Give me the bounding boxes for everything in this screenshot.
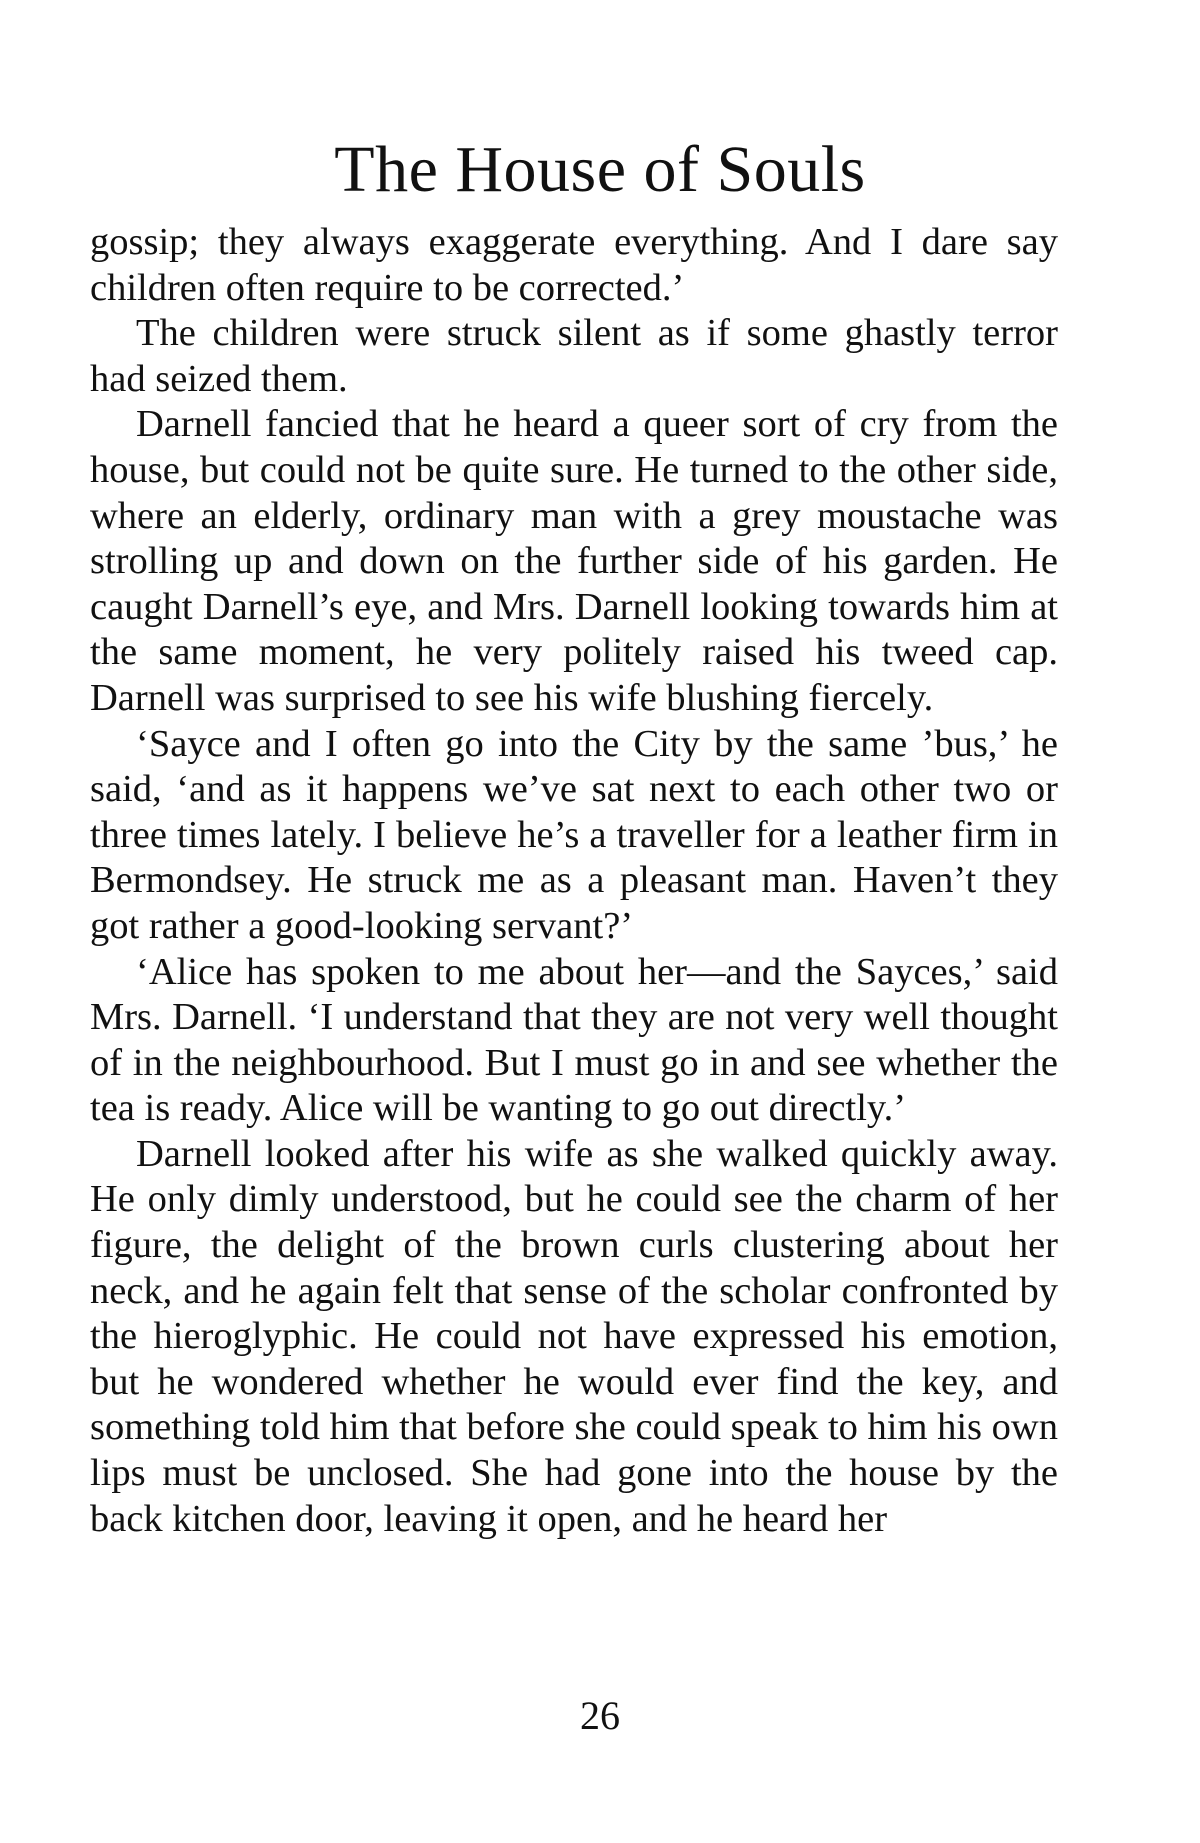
body-text	[90, 220, 1058, 1542]
paragraph: Darnell looked after his wife as she walked quickly away. He only dimly understood, but he could see the charm of her figure, the delight of the brown curls clustering about her neck, and he again felt that sense of the scholar confronted by the hieroglyphic. He could not have expressed his emotion, but he wondered whether he would ever find the key, and something told him that before she could speak to him his own lips must be unclosed. She had gone into the house by the back kitchen door, leaving it open, and he heard her	[90, 1132, 1058, 1540]
running-head: The House of Souls	[334, 133, 866, 206]
paragraph: ‘Alice has spoken to me about her—and the Sayces,’ said Mrs. Darnell. ‘I understand that they are not very well thought of in the neighbourhood. But I must go in and see whether the tea is ready. Alice will be wanting to go out directly.’	[90, 950, 1058, 1130]
paragraph: The children were struck silent as if some ghastly terror had seized them.	[90, 312, 1058, 400]
paragraph: Darnell fancied that he heard a queer sort of cry from the house, but could not be quite sure. He turned to the other side, where an elderly, ordinary man with a grey moustache was strolling up and down on the further side of his garden. He caught Darnell’s eye, and Mrs. Darnell looking towards him at the same moment, he very politely raised his tweed cap. Darnell was surprised to see his wife blushing fiercely.	[90, 403, 1058, 719]
paragraph: ‘Sayce and I often go into the City by the same ’bus,’ he said, ‘and as it happens we’ve sat next to each other two or three times lately. I believe he’s a traveller for a leather firm in Bermondsey. He struck me as a pleasant man. Haven’t they got rather a good-looking servant?’	[90, 722, 1058, 947]
page-number: 26	[580, 1693, 620, 1738]
paragraph: gossip; they always exaggerate everything. And I dare say children often require to be corrected.’	[90, 221, 1058, 309]
